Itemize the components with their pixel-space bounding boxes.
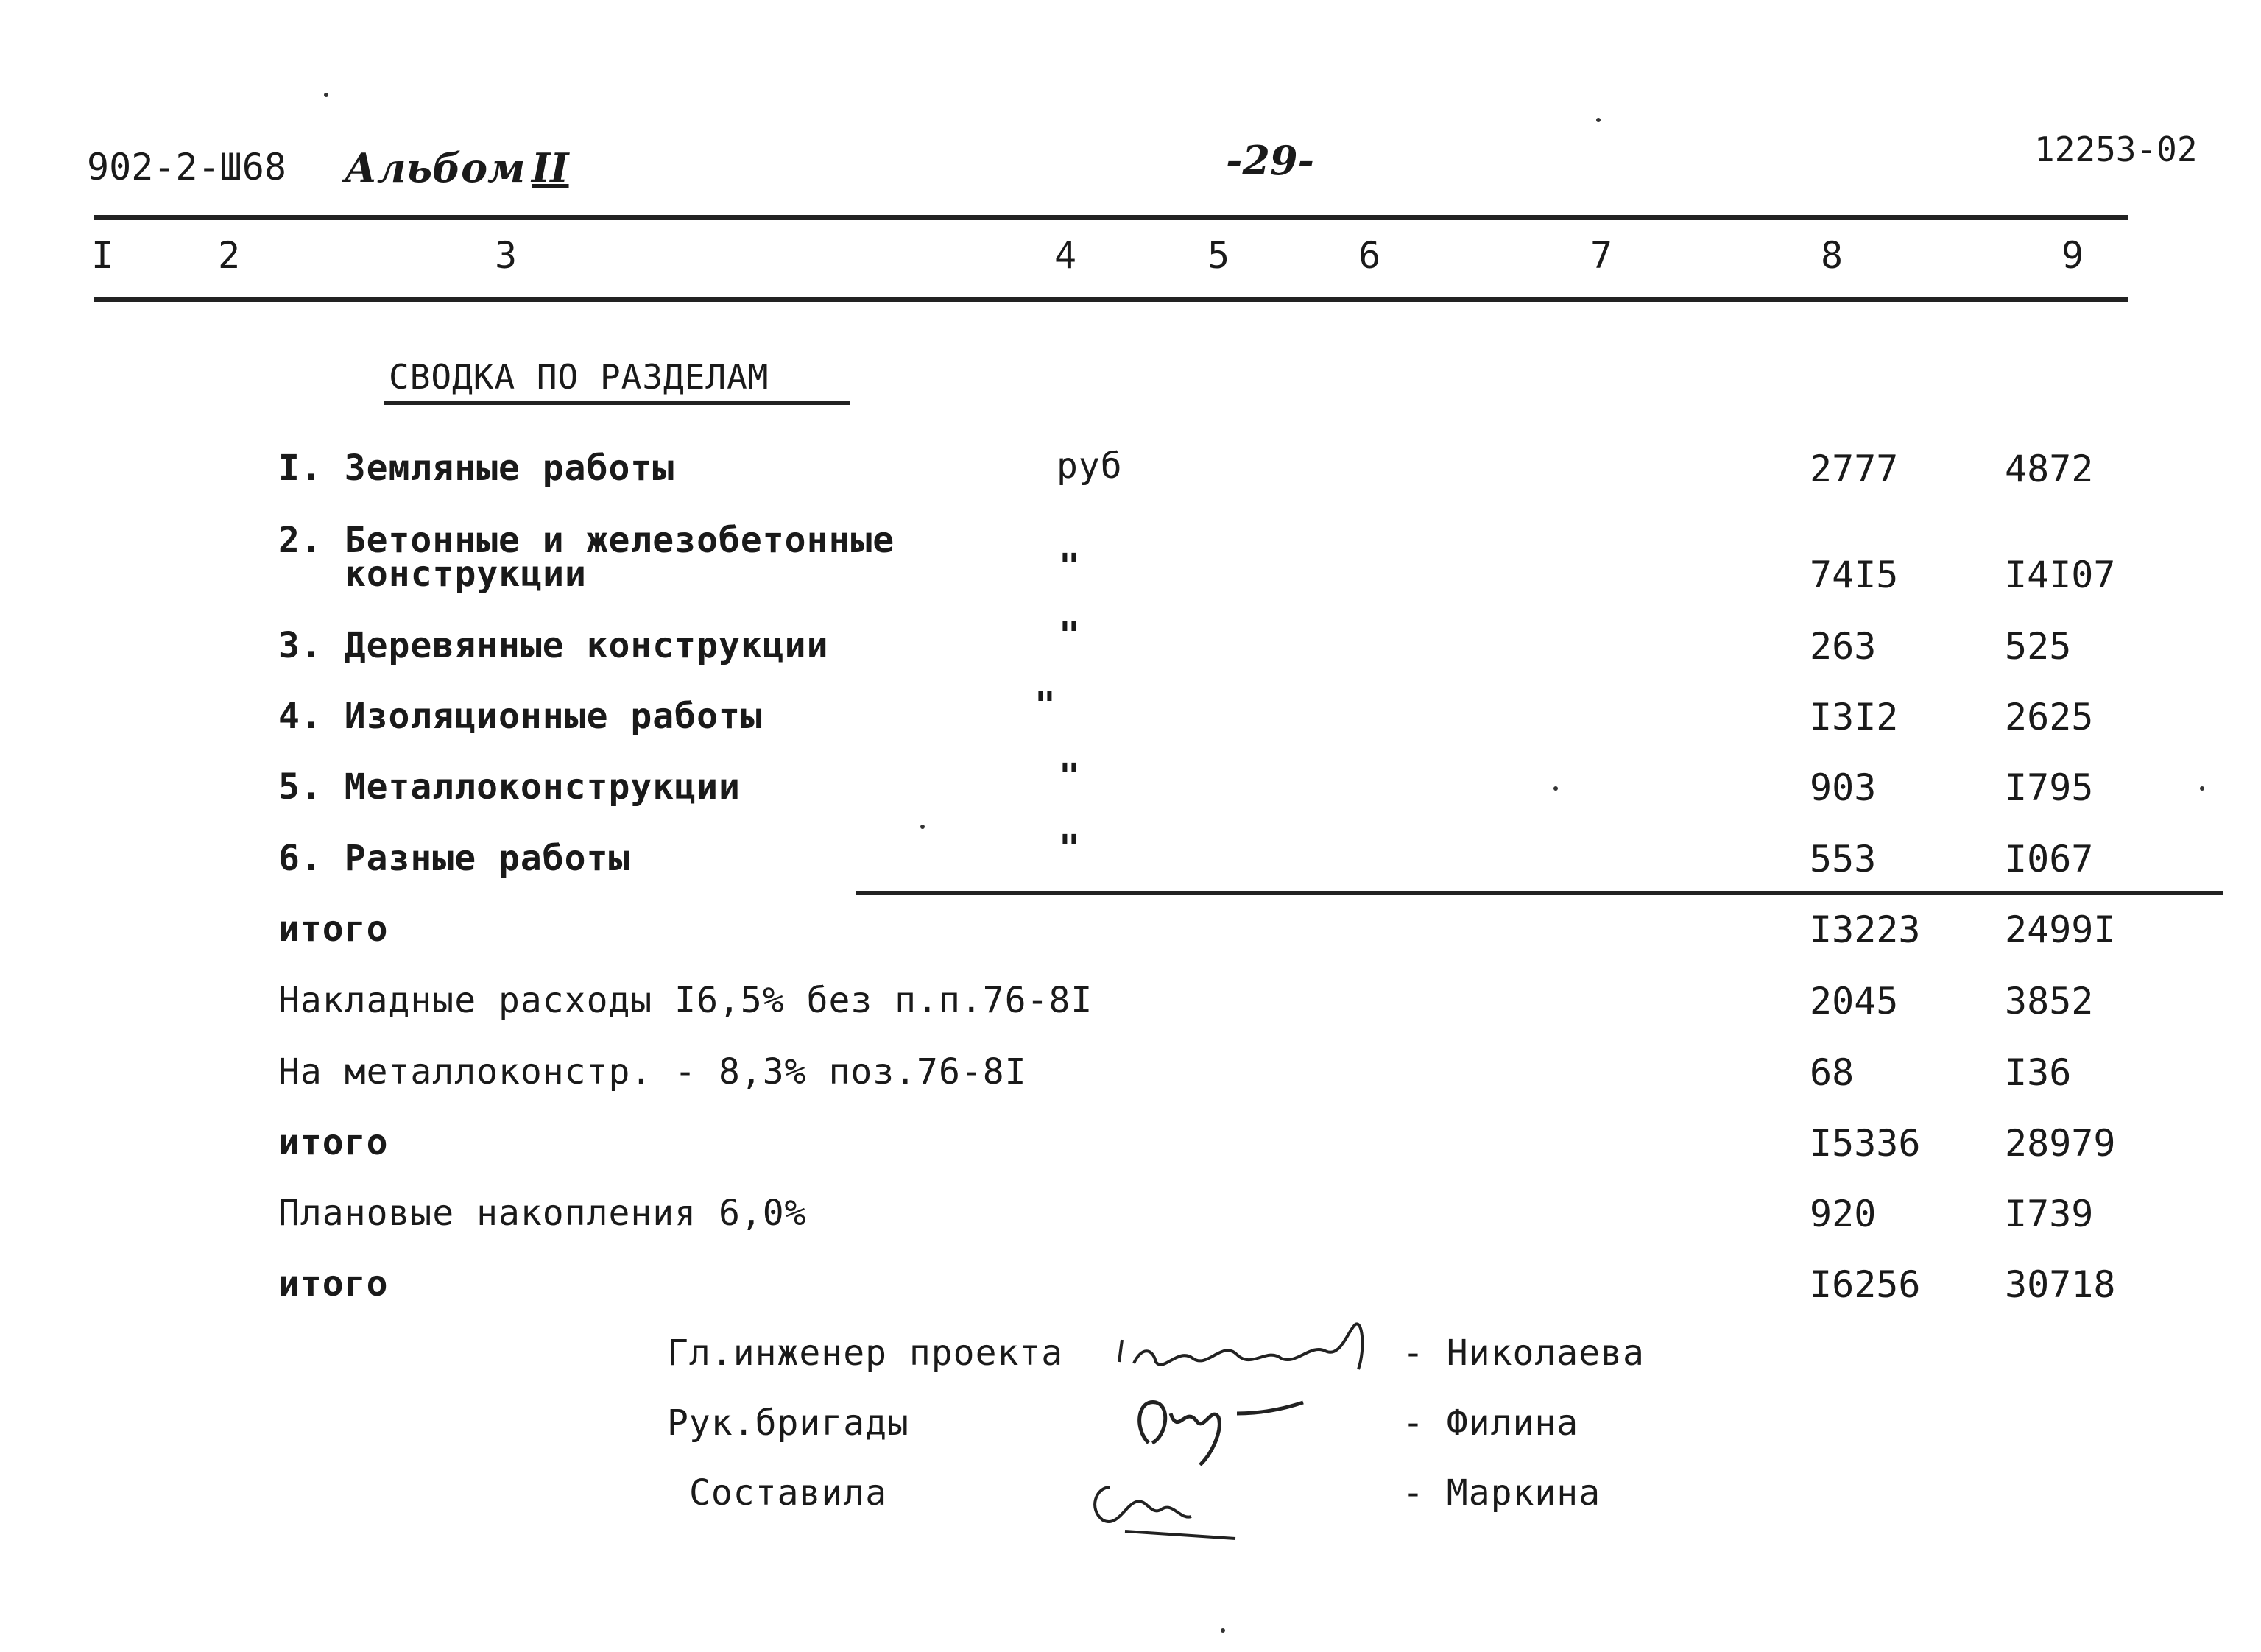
- section-col8: 2777: [1810, 448, 1899, 490]
- total-col8: I3223: [1810, 908, 1921, 951]
- total-col8: I6256: [1810, 1263, 1921, 1306]
- section-col9: 4872: [2005, 448, 2094, 490]
- section-unit: руб: [1057, 445, 1123, 487]
- section-label: 2. Бетонные и железобетонные: [278, 520, 895, 561]
- section-label: I. Земляные работы: [278, 448, 675, 489]
- signature-role: Рук.бригады: [667, 1402, 909, 1444]
- column-number: 2: [218, 234, 241, 277]
- total-col8: I5336: [1810, 1122, 1921, 1165]
- section-col8: 553: [1810, 838, 1877, 880]
- total-label: Плановые накопления 6,0%: [278, 1193, 807, 1234]
- section-unit: ": [1059, 546, 1081, 587]
- signature-mark: [1081, 1465, 1243, 1556]
- signature-role: Составила: [689, 1472, 888, 1514]
- section-col8: 74I5: [1810, 554, 1899, 596]
- column-number: 6: [1358, 234, 1381, 277]
- section-label: 5. Металлоконструкции: [278, 766, 741, 808]
- column-number: 5: [1207, 234, 1230, 277]
- total-col9: I36: [2005, 1051, 2072, 1094]
- scan-speck: [1596, 118, 1601, 122]
- signature-mark: [1126, 1384, 1333, 1475]
- signature-mark: [1112, 1318, 1377, 1387]
- total-col8: 2045: [1810, 980, 1899, 1023]
- column-number: 8: [1821, 234, 1844, 277]
- section-col9: 2625: [2005, 696, 2094, 738]
- section-label: 6. Разные работы: [278, 838, 631, 879]
- subtotal-rule: [856, 891, 2223, 895]
- signature-name: - Маркина: [1403, 1472, 1601, 1514]
- section-col8: 903: [1810, 766, 1877, 809]
- column-number: 4: [1054, 234, 1077, 277]
- title-underline: [384, 401, 850, 405]
- total-label: итого: [278, 1263, 389, 1305]
- total-col9: 28979: [2005, 1122, 2116, 1165]
- total-col9: 2499I: [2005, 908, 2116, 951]
- section-label: 4. Изоляционные работы: [278, 696, 763, 737]
- column-number: 7: [1590, 234, 1613, 277]
- section-col9: 525: [2005, 625, 2072, 668]
- total-label: итого: [278, 908, 389, 950]
- column-number: 3: [495, 234, 518, 277]
- section-col9: I795: [2005, 766, 2094, 809]
- total-col9: 3852: [2005, 980, 2094, 1023]
- section-label-continued: конструкции: [345, 554, 587, 595]
- album-number: II: [532, 144, 569, 191]
- scan-speck: [2200, 786, 2204, 791]
- scan-speck: [324, 93, 328, 97]
- section-unit: ": [1059, 756, 1081, 797]
- section-col9: I4I07: [2005, 554, 2116, 596]
- total-col9: 30718: [2005, 1263, 2116, 1306]
- total-col9: I739: [2005, 1193, 2094, 1235]
- section-unit: ": [1059, 827, 1081, 869]
- section-unit: ": [1034, 685, 1057, 726]
- section-col8: I3I2: [1810, 696, 1899, 738]
- signature-name: - Филина: [1403, 1402, 1579, 1444]
- scan-speck: [920, 825, 925, 829]
- section-col9: I067: [2005, 838, 2094, 880]
- total-col8: 68: [1810, 1051, 1855, 1094]
- section-unit: ": [1059, 615, 1081, 656]
- signature-role: Гл.инженер проекта: [667, 1332, 1064, 1374]
- total-label: Накладные расходы I6,5% без п.п.76-8I: [278, 980, 1093, 1021]
- column-number: 9: [2061, 234, 2084, 277]
- album-label: Альбом: [345, 144, 526, 191]
- scan-speck: [1221, 1628, 1225, 1633]
- column-number: I: [91, 234, 114, 277]
- section-col8: 263: [1810, 625, 1877, 668]
- section-label: 3. Деревянные конструкции: [278, 625, 829, 666]
- scan-speck: [1553, 786, 1558, 791]
- summary-title: СВОДКА ПО РАЗДЕЛАМ: [389, 357, 769, 397]
- doc-code: 902-2-Ш68: [87, 146, 286, 188]
- header-rule-top: [94, 215, 2128, 220]
- header-rule-bottom: [94, 297, 2128, 302]
- total-label: итого: [278, 1122, 389, 1163]
- total-label: На металлоконстр. - 8,3% поз.76-8I: [278, 1051, 1027, 1092]
- document-ref: 12253-02: [2034, 130, 2198, 169]
- page-number: -29-: [1226, 137, 1314, 184]
- total-col8: 920: [1810, 1193, 1877, 1235]
- signature-name: - Николаева: [1403, 1332, 1645, 1374]
